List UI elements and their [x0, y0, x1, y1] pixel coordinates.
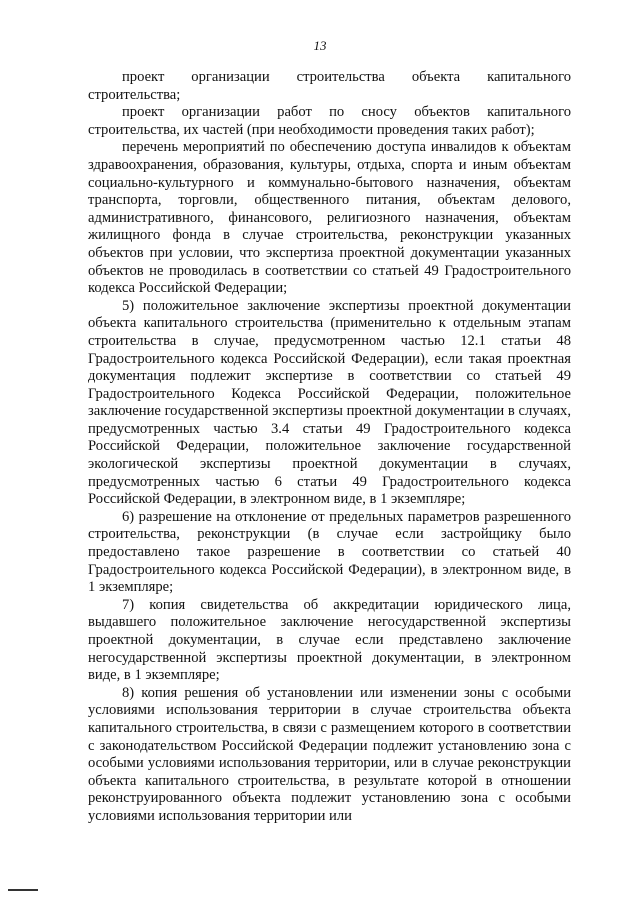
paragraph-demolition-work-project: проект организации работ по сносу объектов капитального строительства, их частей (при необходимости проведения таких работ); [88, 104, 571, 138]
paragraph-item-5-expertise-conclusion: 5) положительное заключение экспертизы проектной документации объекта капитального строительства (применительно к отдельным этапам строительства в случае, предусмотренном частью 12.1 статьи 48 Градостроительного кодекса Российской Федерации), если такая проектная документация подлежит экспертизе в соответствии со статьей 49 Градостроительного Кодекса Российской Федерации, положительное заключение государственной экспертизы проектной документации в случаях, предусмотренных частью 3.4 статьи 49 Градостроительного кодекса Российской Федерации, положительное заключение государственной экологической экспертизы проектной документации в случаях, предусмотренных частью 6 статьи 49 Градостроительного кодекса Российской Федерации, в электронном виде, в 1 экземпляре; [88, 297, 571, 508]
scan-margin-mark [8, 889, 38, 891]
paragraph-construction-organization-project: проект организации строительства объекта капитального строительства; [88, 69, 571, 103]
paragraph-item-6-deviation-permit: 6) разрешение на отклонение от предельных параметров разрешенного строительства, реконструкции (в случае если застройщику было предоставлено такое разрешение в соответствии со статьей 40 Градостроительного кодекса Российской Федерации), в электронном виде, в 1 экземпляре; [88, 508, 571, 596]
paragraph-disabled-access-measures: перечень мероприятий по обеспечению доступа инвалидов к объектам здравоохранения, образования, культуры, отдыха, спорта и иным объектам социально-культурного и коммунально-бытового назначения, объектам транспорта, торговли, общественного питания, объектам делового, административного, финансового, религиозного назначения, объектам жилищного фонда в случае строительства, реконструкции указанных объектов при условии, что экспертиза проектной документации указанных объектов не проводилась в соответствии со статьей 49 Градостроительного кодекса Российской Федерации; [88, 139, 571, 297]
paragraph-item-7-accreditation-certificate: 7) копия свидетельства об аккредитации юридического лица, выдавшего положительное заключение негосударственной экспертизы проектной документации, в случае если представлено заключение негосударственной экспертизы проектной документации, в электронном виде, в 1 экземпляре; [88, 596, 571, 684]
paragraph-item-8-special-zone-decision: 8) копия решения об установлении или изменении зоны с особыми условиями использования территории в случае строительства объекта капитального строительства, в связи с размещением которого в соответствии с законодательством Российской Федерации подлежит установлению зона с особыми условиями использования территории, или в случае реконструкции объекта капитального строительства, в результате которой в отношении реконструированного объекта подлежит установлению зона с особыми условиями использования территории или [88, 684, 571, 824]
document-body [88, 69, 571, 826]
page-number: 13 [313, 38, 327, 53]
